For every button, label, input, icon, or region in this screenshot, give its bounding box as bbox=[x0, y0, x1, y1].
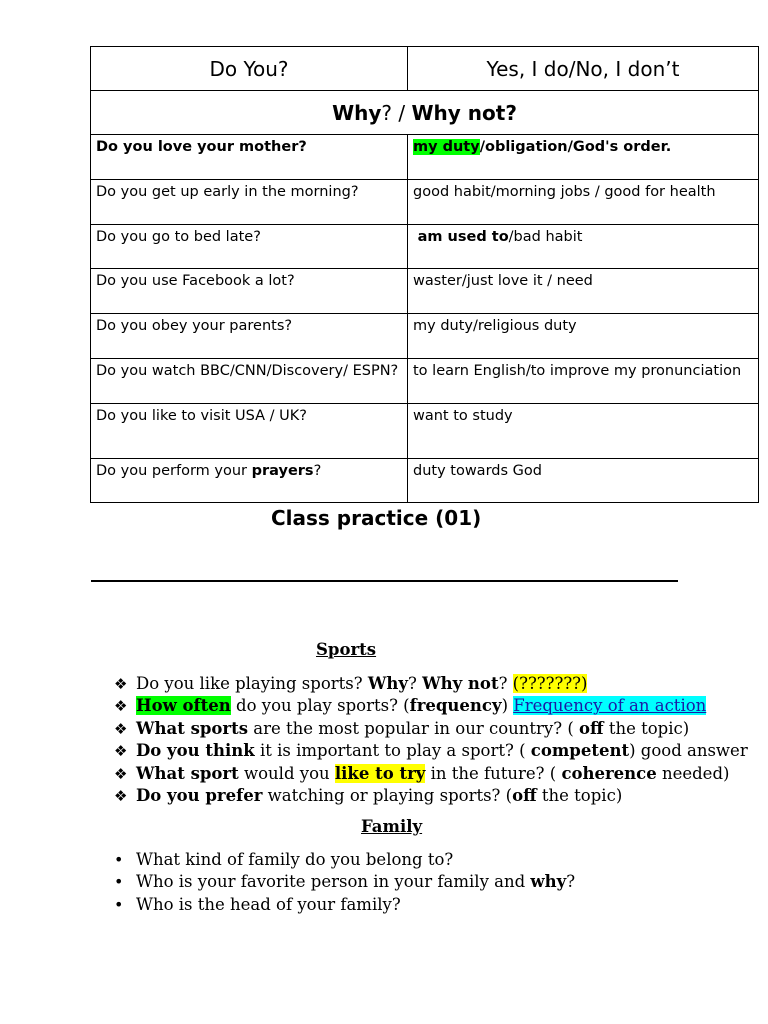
table-row bbox=[91, 404, 759, 459]
table-header-row bbox=[91, 47, 759, 91]
header-yes-no: Yes, I do/No, I don’t bbox=[408, 47, 759, 91]
family-heading: Family bbox=[361, 817, 423, 836]
header-do-you: Do You? bbox=[91, 47, 408, 91]
answer-cell: to learn English/to improve my pronunciation bbox=[408, 359, 759, 404]
subheader-why-not: Why not? bbox=[411, 100, 517, 125]
horizontal-rule bbox=[91, 580, 678, 582]
answer-text: /bad habit bbox=[508, 229, 583, 245]
subheader-why bbox=[91, 91, 759, 135]
table-row bbox=[91, 180, 759, 225]
family-question-list bbox=[114, 849, 575, 916]
diamond-bullet-icon: ❖ bbox=[114, 697, 128, 716]
answer-cell bbox=[408, 135, 759, 180]
list-item: ❖ What sports are the most popular in our country? ( off the topic) bbox=[114, 718, 748, 740]
list-item: ❖ Do you like playing sports? Why? Why not? (???????) bbox=[114, 673, 748, 695]
question-cell: Do you like to visit USA / UK? bbox=[91, 404, 408, 459]
question-cell: Do you obey your parents? bbox=[91, 314, 408, 359]
practice-title: Class practice (01) bbox=[271, 506, 482, 530]
bullet-icon: • bbox=[114, 850, 124, 869]
diamond-bullet-icon: ❖ bbox=[114, 675, 128, 693]
highlight: like to try bbox=[334, 763, 426, 783]
answer-highlight: my duty bbox=[413, 139, 480, 155]
question-cell: Do you love your mother? bbox=[91, 135, 408, 180]
answer-bold: am used to bbox=[417, 229, 509, 245]
table-subheader-row bbox=[91, 91, 759, 135]
sports-question-list bbox=[114, 673, 748, 807]
table-row bbox=[91, 225, 759, 269]
question-bold: prayers bbox=[251, 463, 314, 479]
diamond-bullet-icon: ❖ bbox=[114, 742, 128, 761]
question-table bbox=[90, 46, 759, 503]
subheader-why-word: Why bbox=[332, 100, 382, 125]
table-row bbox=[91, 314, 759, 359]
list-item: ❖ Do you prefer watching or playing sports? (off the topic) bbox=[114, 785, 748, 807]
frequency-link[interactable]: Frequency of an action bbox=[513, 696, 707, 716]
question-cell: Do you watch BBC/CNN/Discovery/ ESPN? bbox=[91, 359, 408, 404]
subheader-separator: ? / bbox=[381, 100, 412, 125]
list-item: • Who is the head of your family? bbox=[114, 894, 575, 916]
answer-cell: want to study bbox=[408, 404, 759, 459]
question-cell bbox=[91, 459, 408, 503]
highlight: (???????) bbox=[512, 674, 588, 693]
question-cell: Do you use Facebook a lot? bbox=[91, 269, 408, 314]
list-item: ❖ What sport would you like to try in the future? ( coherence needed) bbox=[114, 763, 748, 785]
table-row bbox=[91, 459, 759, 503]
list-item: ❖ How often do you play sports? (frequency) Frequency of an action bbox=[114, 695, 748, 717]
question-text: Do you perform your bbox=[96, 463, 252, 479]
list-item: • Who is your favorite person in your family and why? bbox=[114, 871, 575, 893]
diamond-bullet-icon: ❖ bbox=[114, 764, 128, 783]
bullet-icon: • bbox=[114, 872, 124, 892]
table-row bbox=[91, 135, 759, 180]
table-row bbox=[91, 359, 759, 404]
list-item: • What kind of family do you belong to? bbox=[114, 849, 575, 871]
question-cell: Do you go to bed late? bbox=[91, 225, 408, 269]
answer-cell: good habit/morning jobs / good for health bbox=[408, 180, 759, 225]
diamond-bullet-icon: ❖ bbox=[114, 719, 128, 738]
highlight: How often bbox=[136, 696, 231, 716]
answer-cell bbox=[408, 225, 759, 269]
answer-cell: my duty/religious duty bbox=[408, 314, 759, 359]
bullet-icon: • bbox=[114, 894, 124, 914]
list-item: ❖ Do you think it is important to play a sport? ( competent) good answer bbox=[114, 740, 748, 762]
answer-text: /obligation/God's order. bbox=[479, 139, 672, 155]
sports-heading: Sports bbox=[316, 640, 377, 659]
answer-cell: waster/just love it / need bbox=[408, 269, 759, 314]
question-cell: Do you get up early in the morning? bbox=[91, 180, 408, 225]
question-text: ? bbox=[313, 463, 322, 479]
answer-cell: duty towards God bbox=[408, 459, 759, 503]
table-row bbox=[91, 269, 759, 314]
diamond-bullet-icon: ❖ bbox=[114, 787, 128, 806]
